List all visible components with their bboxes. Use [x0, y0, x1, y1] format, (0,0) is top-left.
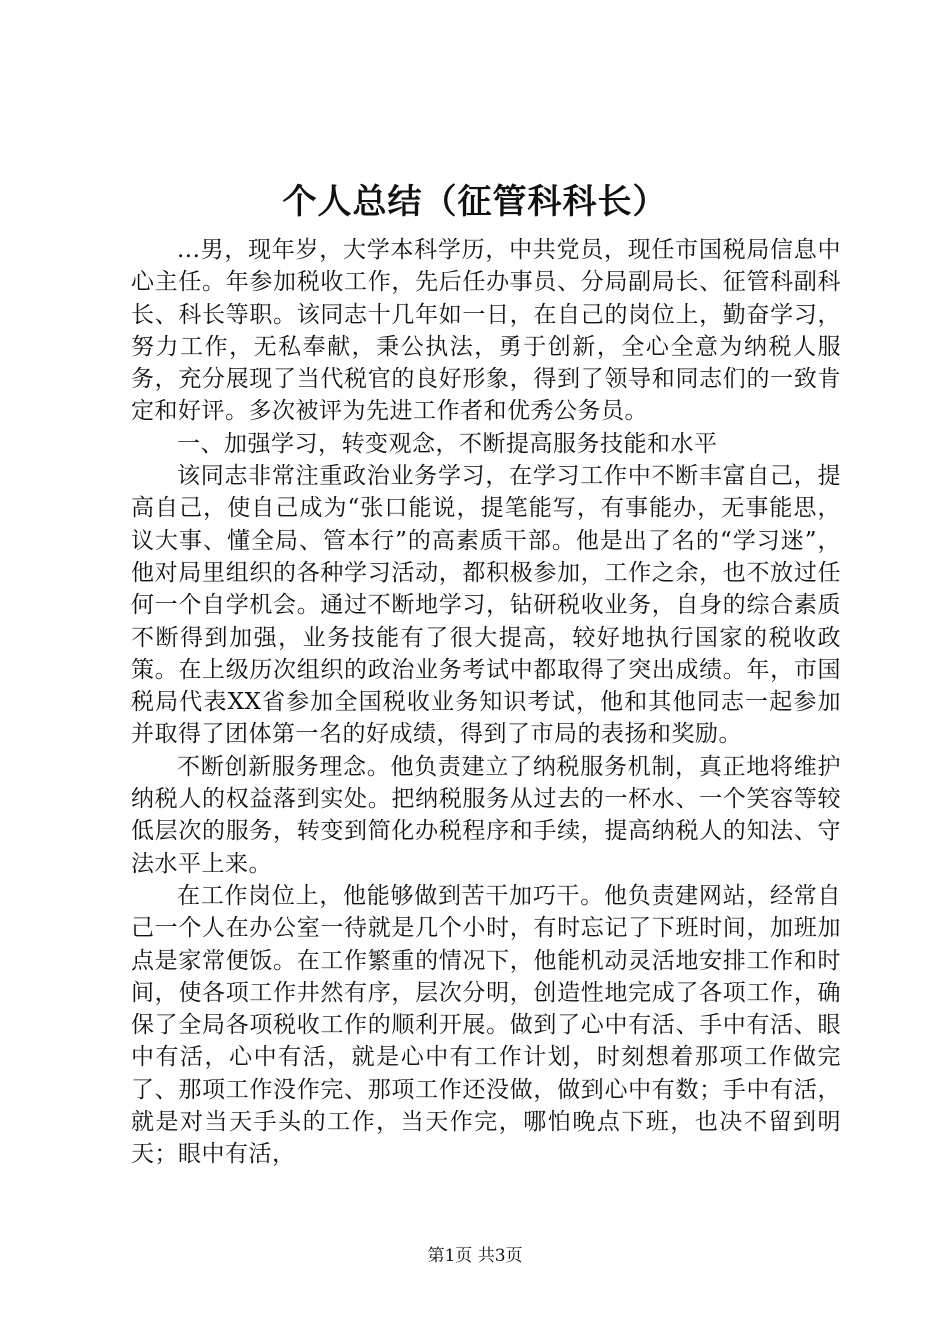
study-paragraph: 该同志非常注重政治业务学习，在学习工作中不断丰富自己，提高自己，使自己成为“张口能说，提笔能写，有事能办，无事能思，议大事、懂全局、管本行”的高素质干部。他是出了名的“学习迷”，他对局里组织的各种学习活动，都积极参加，工作之余，也不放过任何一个自学机会。通过不断地学习，钻研税收业务，自身的综合素质不断得到加强，业务技能有了很大提高，较好地执行国家的税收政策。在上级历次组织的政治业务考试中都取得了突出成绩。年，市国税局代表XX省参加全国税收业务知识考试，他和其他同志一起参加并取得了团体第一名的好成绩，得到了市局的表扬和奖励。: [131, 463, 841, 748]
document-body: [131, 234, 841, 1171]
page-footer: 第1页 共3页: [427, 1246, 523, 1266]
service-paragraph: 不断创新服务理念。他负责建立了纳税服务机制，真正地将维护纳税人的权益落到实处。把纳税服务从过去的一杯水、一个笑容等较低层次的服务，转变到简化办税程序和手续，提高纳税人的知法、守法水平上来。: [131, 753, 841, 877]
document-title: 个人总结（征管科科长）: [282, 182, 668, 222]
work-paragraph: 在工作岗位上，他能够做到苦干加巧干。他负责建网站，经常自己一个人在办公室一待就是几个小时，有时忘记了下班时间，加班加点是家常便饭。在工作繁重的情况下，他能机动灵活地安排工作和时间，使各项工作井然有序，层次分明，创造性地完成了各项工作，确保了全局各项税收工作的顺利开展。做到了心中有活、手中有活、眼中有活，心中有活，就是心中有工作计划，时刻想着那项工作做完了、那项工作没作完、那项工作还没做，做到心中有数；手中有活，就是对当天手头的工作，当天作完，哪怕晚点下班，也决不留到明天；眼中有活，: [131, 882, 841, 1168]
section-heading-1: 一、加强学习，转变观念，不断提高服务技能和水平: [177, 430, 718, 457]
intro-paragraph: ...男，现年岁，大学本科学历，中共党员，现任市国税局信息中心主任。年参加税收工作，先后任办事员、分局副局长、征管科副科长、科长等职。该同志十几年如一日，在自己的岗位上，勤奋学习，努力工作，无私奉献，秉公执法，勇于创新，全心全意为纳税人服务，充分展现了当代税官的良好形象，得到了领导和同志们的一致肯定和好评。多次被评为先进工作者和优秀公务员。: [131, 237, 841, 425]
